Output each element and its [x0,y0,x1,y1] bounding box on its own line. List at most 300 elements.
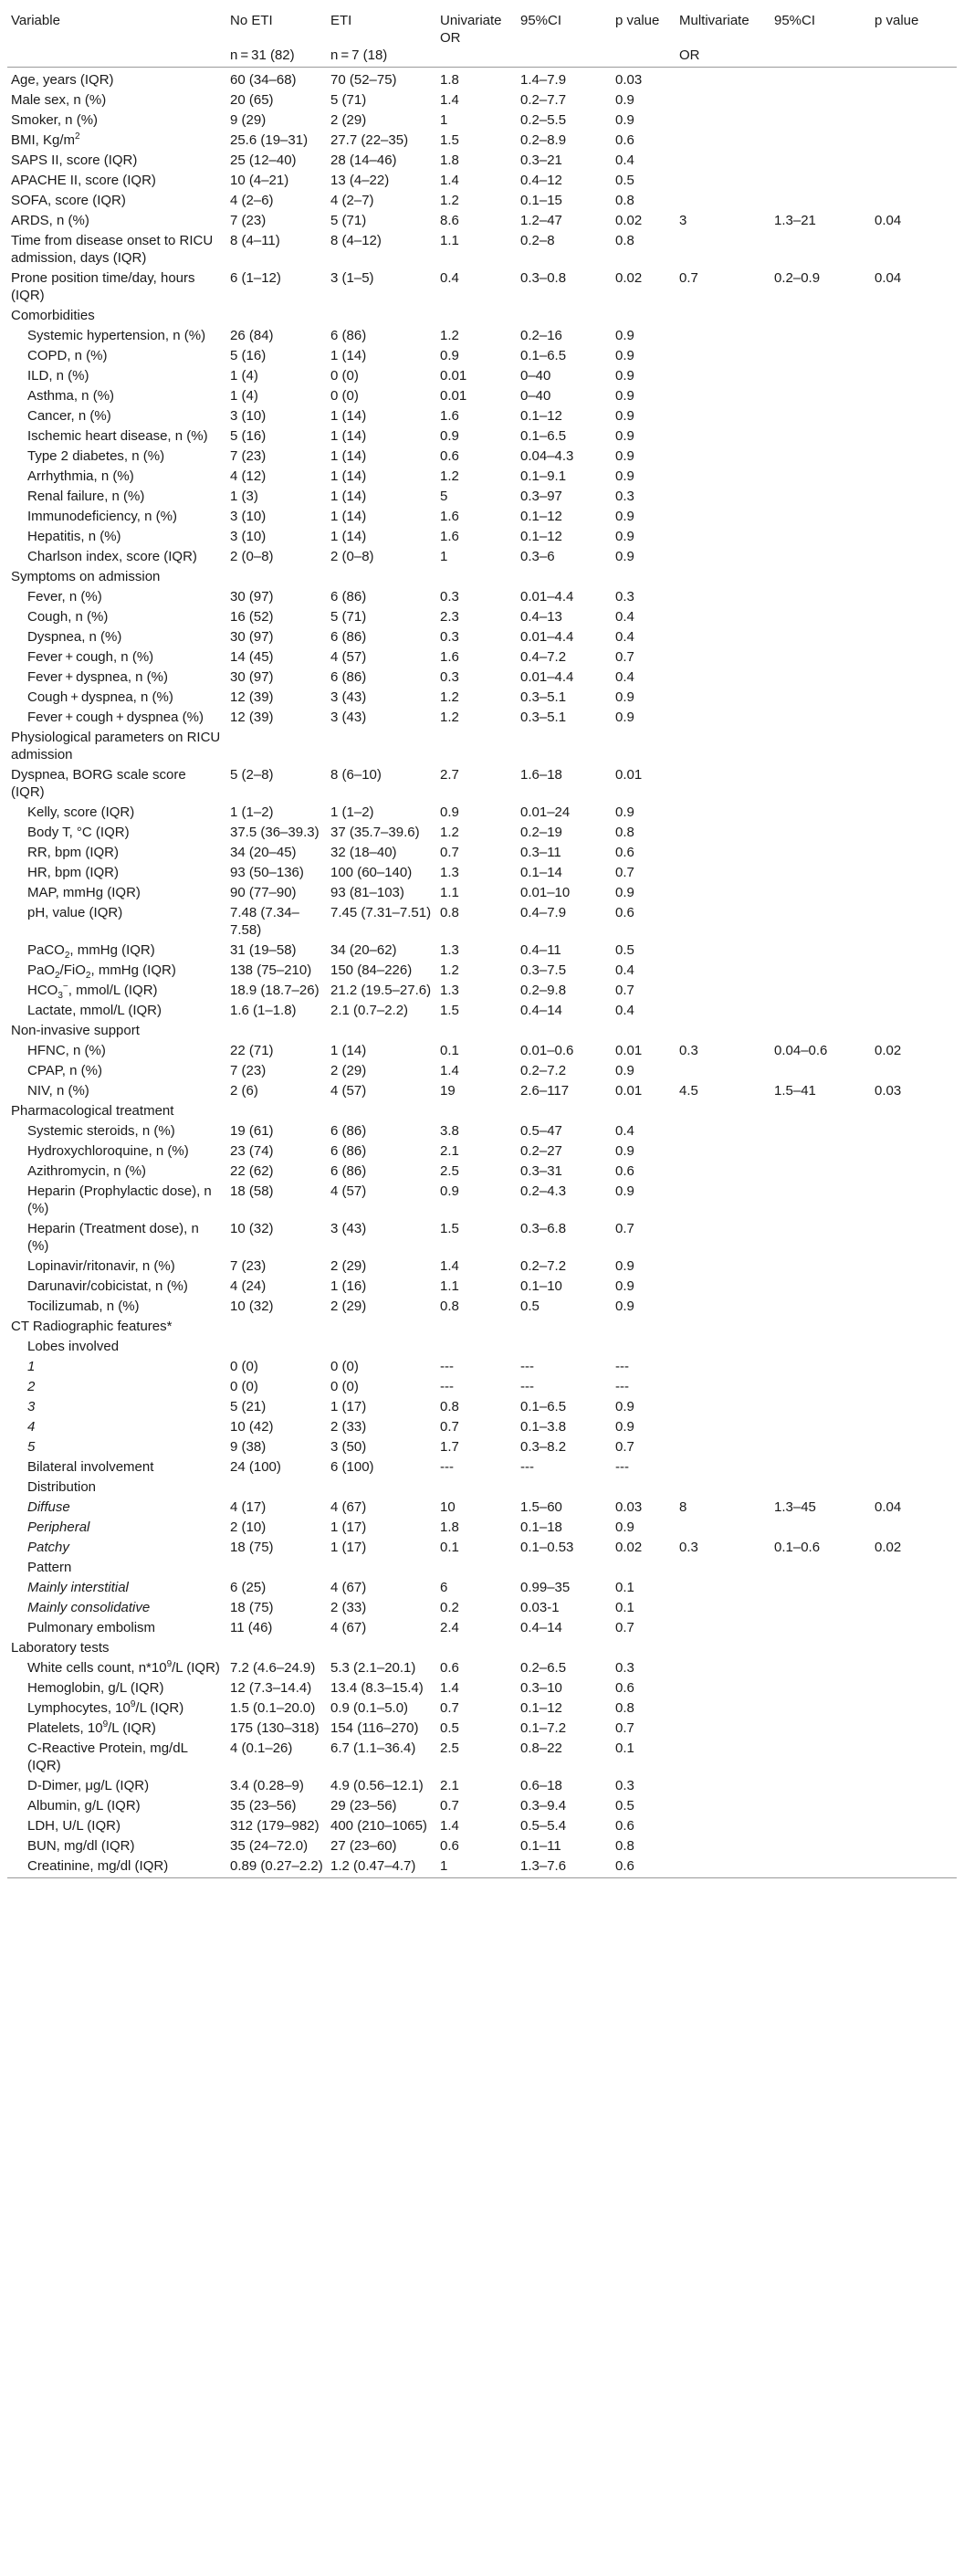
value-cell-mor [676,151,770,171]
variable-cell [7,346,226,366]
value-cell-mp [871,1277,957,1297]
value-cell-noeti: 312 (179–982) [230,1818,320,1834]
clinical-table [7,7,957,1878]
table-row [7,1141,957,1162]
variable-cell [7,151,226,171]
value-cell-ci: 0.01–24 [520,804,571,820]
value-cell-noeti: 2 (0–8) [230,549,274,564]
value-cell-mp [871,1357,957,1377]
value-cell-p: 0.4 [615,1003,634,1018]
value-cell-p [612,1317,676,1337]
variable-cell [7,326,226,346]
value-cell-eti [327,1558,436,1578]
variable-label: PaO [27,962,56,978]
value-cell-mor [676,1297,770,1317]
value-cell-ci: 0.2–7.2 [520,1063,567,1078]
value-cell-uor: 1.4 [440,1258,459,1274]
table-row [7,68,957,91]
value-cell-mor [676,467,770,487]
value-cell-ci: 0.4–14 [520,1003,562,1018]
value-cell-mci [770,668,871,688]
value-cell-mp [871,487,957,507]
value-cell-mor [676,1658,770,1678]
variable-label: HFNC, n (%) [27,1043,106,1058]
table-row [7,1658,957,1678]
value-cell-uor: 0.9 [440,428,459,444]
variable-cell [7,211,226,231]
table-row [7,1719,957,1739]
value-cell-mor: 0.7 [679,270,698,286]
value-cell-ci: 0.99–35 [520,1580,571,1595]
table-row [7,507,957,527]
value-cell-mp [871,547,957,567]
variable-cell [7,131,226,151]
table-row [7,961,957,981]
value-cell-noeti [226,1337,327,1357]
variable-label: PaCO [27,942,65,958]
value-cell-mor [676,883,770,903]
value-cell-mor [676,1698,770,1719]
value-cell-mp [871,1417,957,1437]
variable-cell [7,1081,226,1101]
value-cell-noeti: 18 (58) [230,1183,274,1199]
value-cell-uor: 0.6 [440,1838,459,1854]
table-row [7,406,957,426]
variable-label: Age, years (IQR) [11,72,114,88]
value-cell-p: 0.9 [615,1419,634,1435]
value-cell-mci [770,1816,871,1836]
value-cell-mor [676,1776,770,1796]
table-row [7,708,957,728]
value-cell-mci [770,1256,871,1277]
value-cell-p: 0.7 [615,649,634,665]
value-cell-mor [676,1256,770,1277]
value-cell-mci [770,1578,871,1598]
value-cell-p: 0.5 [615,1798,634,1814]
value-cell-noeti: 4 (17) [230,1499,267,1515]
variable-cell [7,1182,226,1219]
value-cell-eti [327,1317,436,1337]
value-cell-noeti: 12 (7.3–14.4) [230,1680,312,1696]
value-cell-mp: 0.02 [875,1043,902,1058]
value-cell-eti: 154 (116–270) [330,1720,419,1736]
value-cell-ci [517,1558,612,1578]
value-cell-mci [770,507,871,527]
value-cell-mor [676,863,770,883]
value-cell-mp [871,1437,957,1457]
value-cell-ci: 2.6–117 [520,1083,570,1099]
value-cell-noeti: 22 (71) [230,1043,274,1058]
variable-cell [7,547,226,567]
value-cell-p [612,567,676,587]
value-cell-mp [871,1061,957,1081]
value-cell-eti [327,1337,436,1357]
value-cell-p: 0.9 [615,328,634,343]
value-cell-p: 0.6 [612,1856,676,1878]
value-cell-uor [436,1337,517,1357]
value-cell-noeti: 0 (0) [230,1359,258,1374]
value-cell-eti: 3 (43) [330,689,367,705]
value-cell-mor [676,110,770,131]
value-cell-uor [436,1477,517,1498]
variable-cell [7,386,226,406]
variable-label: Hepatitis, n (%) [27,529,121,544]
value-cell-eti: 6 (86) [330,629,367,645]
value-cell-noeti: 7.2 (4.6–24.9) [230,1660,316,1676]
value-cell-eti: 8 (4–12) [330,233,382,248]
value-cell-p: 0.9 [615,388,634,404]
table-row [7,1121,957,1141]
value-cell-uor: 1.2 [440,689,459,705]
value-cell-mp [871,1001,957,1021]
value-cell-p: 0.9 [615,408,634,424]
value-cell-p: 0.8 [615,193,634,208]
value-cell-mci [770,1162,871,1182]
value-cell-eti: 5 (71) [330,92,367,108]
value-cell-noeti: 7 (23) [230,448,267,464]
value-cell-mor [676,346,770,366]
table-row [7,306,957,326]
value-cell-noeti [226,306,327,326]
table-row [7,1816,957,1836]
value-cell-eti: 8 (6–10) [330,767,382,783]
value-cell-mor [676,527,770,547]
value-cell-p: 0.9 [615,468,634,484]
table-row [7,487,957,507]
value-cell-p: 0.9 [615,509,634,524]
value-cell-mci [770,1337,871,1357]
table-row [7,211,957,231]
variable-cell [7,1457,226,1477]
value-cell-mci [770,567,871,587]
value-cell-eti: 1 (1–2) [330,804,374,820]
header-cell: p value [615,13,660,28]
value-cell-ci: 0.4–7.9 [520,905,567,920]
value-cell-mp [871,1856,957,1878]
value-cell-mp [871,171,957,191]
value-cell-noeti: 6 (1–12) [230,270,281,286]
value-cell-p: 0.7 [615,1620,634,1635]
variable-cell [7,1101,226,1121]
variable-label: C-Reactive Protein, mg/dL (IQR) [27,1740,188,1773]
value-cell-mor [676,1377,770,1397]
value-cell-ci: 0.2–7.2 [520,1258,567,1274]
subheader-cell [7,47,226,68]
value-cell-mp [871,843,957,863]
value-cell-eti: 3 (43) [330,1221,367,1236]
value-cell-uor [436,1101,517,1121]
value-cell-uor: 0.9 [440,348,459,363]
value-cell-mci [770,708,871,728]
value-cell-ci: 0.1–6.5 [520,428,567,444]
variable-cell [7,1397,226,1417]
value-cell-p: 0.8 [615,233,634,248]
variable-cell [7,981,226,1001]
value-cell-uor: 1.6 [440,649,459,665]
value-cell-ci: 0.2–8.9 [520,132,567,148]
value-cell-noeti [226,1558,327,1578]
variable-label: Fever, n (%) [27,589,102,605]
variable-label: Peripheral [27,1519,90,1535]
value-cell-noeti [226,1101,327,1121]
variable-label: Prone position time/day, hours (IQR) [11,270,195,303]
header-cell: p value [875,13,919,28]
value-cell-noeti: 0 (0) [230,1379,258,1394]
table-row [7,1678,957,1698]
value-cell-mp [871,863,957,883]
value-cell-eti: 4 (67) [330,1620,367,1635]
value-cell-mor [676,90,770,110]
value-cell-eti: 4 (57) [330,1183,367,1199]
variable-label: 2 [27,1379,36,1394]
value-cell-eti: 4 (57) [330,1083,367,1099]
value-cell-p: 0.7 [615,865,634,880]
variable-label: Systemic hypertension, n (%) [27,328,206,343]
variable-label: Kelly, score (IQR) [27,804,135,820]
value-cell-mci [770,527,871,547]
value-cell-noeti: 18 (75) [230,1600,274,1615]
table-row [7,903,957,941]
variable-label: Hydroxychloroquine, n (%) [27,1143,189,1159]
value-cell-p: 0.1 [615,1580,634,1595]
value-cell-uor: 1.6 [440,529,459,544]
value-cell-ci: 0.1–7.2 [520,1720,567,1736]
value-cell-uor: 1.8 [440,1519,459,1535]
value-cell-ci: 0.1–15 [520,193,562,208]
value-cell-p: 0.9 [615,529,634,544]
value-cell-mci [770,1739,871,1776]
value-cell-eti: 1 (17) [330,1399,367,1414]
table-row [7,171,957,191]
variable-cell [7,1021,226,1041]
table-container [7,7,957,1878]
value-cell-p: 0.8 [615,1700,634,1716]
variable-label: BUN, mg/dl (IQR) [27,1838,135,1854]
variable-cell [7,171,226,191]
variable-label: Physiological parameters on RICU admission [11,730,221,762]
value-cell-mp [871,406,957,426]
variable-label: Smoker, n (%) [11,112,99,128]
value-cell-ci: 0.03-1 [520,1600,560,1615]
value-cell-mp [871,1021,957,1041]
value-cell-p: 0.7 [615,1221,634,1236]
table-row [7,1776,957,1796]
value-cell-p [612,1558,676,1578]
value-cell-uor [436,306,517,326]
value-cell-mci: 0.1–0.6 [774,1540,821,1555]
value-cell-eti: 4 (67) [330,1580,367,1595]
value-cell-p [612,1638,676,1658]
value-cell-mor [676,507,770,527]
value-cell-uor: 1.2 [440,825,459,840]
value-cell-p: 0.4 [615,629,634,645]
value-cell-eti: 6 (86) [330,669,367,685]
superscript: 9 [130,1699,136,1709]
value-cell-mci [770,883,871,903]
value-cell-p: 0.9 [615,112,634,128]
value-cell-ci: 0.3–21 [520,152,562,168]
value-cell-ci: 0.1–10 [520,1278,562,1294]
value-cell-eti: 6 (86) [330,589,367,605]
value-cell-mor [676,823,770,843]
value-cell-mci [770,1836,871,1856]
value-cell-mci [770,823,871,843]
value-cell-p: 0.9 [615,1143,634,1159]
variable-cell [7,1477,226,1498]
value-cell-noeti: 12 (39) [230,710,274,725]
value-cell-eti: 93 (81–103) [330,885,404,900]
value-cell-mci [770,1377,871,1397]
value-cell-mci [770,110,871,131]
value-cell-uor: 1.5 [440,1003,459,1018]
variable-label: SAPS II, score (IQR) [11,152,138,168]
value-cell-mci [770,68,871,91]
value-cell-noeti [226,1317,327,1337]
table-row [7,1041,957,1061]
value-cell-noeti: 175 (130–318) [230,1720,320,1736]
header-cell: Multivariate [679,13,749,28]
value-cell-mci [770,151,871,171]
variable-cell [7,366,226,386]
value-cell-noeti: 20 (65) [230,92,274,108]
value-cell-ci: 0.1–12 [520,408,562,424]
value-cell-mor [676,961,770,981]
value-cell-mp [871,1598,957,1618]
variable-label: Laboratory tests [11,1640,110,1656]
value-cell-ci: 0.1–6.5 [520,1399,567,1414]
value-cell-uor: 1.2 [440,710,459,725]
value-cell-eti: 0 (0) [330,388,359,404]
value-cell-noeti: 35 (24–72.0) [230,1838,309,1854]
value-cell-ci: 1.5–60 [520,1499,562,1515]
value-cell-eti: 100 (60–140) [330,865,413,880]
value-cell-eti: 1 (14) [330,489,367,504]
variable-label: /L (IQR) [135,1700,184,1716]
value-cell-ci: 0.4–12 [520,173,562,188]
value-cell-mp [871,941,957,961]
value-cell-uor: 0.01 [440,368,467,384]
value-cell-mci [770,863,871,883]
value-cell-mor [676,627,770,647]
value-cell-noeti: 16 (52) [230,609,274,625]
value-cell-mp [871,527,957,547]
value-cell-noeti: 2 (10) [230,1519,267,1535]
value-cell-mor [676,406,770,426]
value-cell-mci [770,1001,871,1021]
value-cell-eti: 0 (0) [330,368,359,384]
variable-cell [7,607,226,627]
value-cell-uor: 1.1 [440,885,459,900]
table-row [7,567,957,587]
value-cell-mp [871,366,957,386]
value-cell-noeti: 10 (4–21) [230,173,289,188]
value-cell-uor [436,1021,517,1041]
value-cell-uor: 0.7 [440,1798,459,1814]
value-cell-noeti: 25.6 (19–31) [230,132,309,148]
variable-label: Tocilizumab, n (%) [27,1299,140,1314]
value-cell-mp [871,151,957,171]
superscript: 9 [166,1659,173,1669]
value-cell-ci: 0.2–7.7 [520,92,567,108]
value-cell-p: 0.5 [615,942,634,958]
value-cell-mp [871,68,957,91]
value-cell-mp [871,803,957,823]
variable-cell [7,903,226,941]
value-cell-mor [676,981,770,1001]
value-cell-eti: 1 (14) [330,428,367,444]
value-cell-p [612,1021,676,1041]
value-cell-noeti: 90 (77–90) [230,885,297,900]
value-cell-mor [676,191,770,211]
value-cell-mci [770,1182,871,1219]
value-cell-noeti: 1 (1–2) [230,804,274,820]
value-cell-noeti: 3.4 (0.28–9) [230,1778,304,1793]
value-cell-mci [770,1297,871,1317]
variable-cell [7,1219,226,1256]
table-row [7,1061,957,1081]
value-cell-ci: 0.04–4.3 [520,448,574,464]
value-cell-noeti: 4 (24) [230,1278,267,1294]
value-cell-uor: 1.1 [440,1278,459,1294]
value-cell-ci: 0.4–14 [520,1620,562,1635]
value-cell-noeti: 10 (32) [230,1299,274,1314]
value-cell-eti: 1 (14) [330,408,367,424]
value-cell-mor [676,843,770,863]
value-cell-mp [871,1337,957,1357]
value-cell-mp: 0.03 [875,1083,902,1099]
variable-label: Symptoms on admission [11,569,161,584]
value-cell-eti: 1 (16) [330,1278,367,1294]
value-cell-mci [770,326,871,346]
variable-label: Albumin, g/L (IQR) [27,1798,141,1814]
value-cell-noeti: 25 (12–40) [230,152,297,168]
value-cell-mp [871,1457,957,1477]
value-cell-mor [676,1457,770,1477]
value-cell-mci [770,1638,871,1658]
value-cell-noeti: 26 (84) [230,328,274,343]
value-cell-mor [676,1558,770,1578]
variable-cell [7,1698,226,1719]
header-cell: ETI [330,13,352,28]
value-cell-uor: --- [440,1459,454,1475]
value-cell-uor [436,1317,517,1337]
value-cell-mor [676,1836,770,1856]
variable-label: Renal failure, n (%) [27,489,145,504]
variable-cell [7,803,226,823]
value-cell-mci [770,627,871,647]
table-row [7,627,957,647]
value-cell-noeti: 1 (4) [230,368,258,384]
value-cell-mor [676,728,770,765]
value-cell-noeti: 34 (20–45) [230,845,297,860]
value-cell-uor: 1.3 [440,865,459,880]
value-cell-ci: 0.3–97 [520,489,562,504]
value-cell-eti: 6 (100) [330,1459,374,1475]
value-cell-noeti: 9 (29) [230,112,267,128]
value-cell-noeti: 93 (50–136) [230,865,304,880]
value-cell-mci: 0.2–0.9 [774,270,821,286]
value-cell-mp: 0.04 [875,213,902,228]
value-cell-ci: 0.1–6.5 [520,348,567,363]
value-cell-noeti: 1 (3) [230,489,258,504]
value-cell-uor: 6 [440,1580,448,1595]
table-row [7,1498,957,1518]
value-cell-eti [327,1101,436,1121]
value-cell-ci [517,306,612,326]
variable-cell [7,1041,226,1061]
value-cell-mor [676,567,770,587]
variable-label: Ischemic heart disease, n (%) [27,428,208,444]
